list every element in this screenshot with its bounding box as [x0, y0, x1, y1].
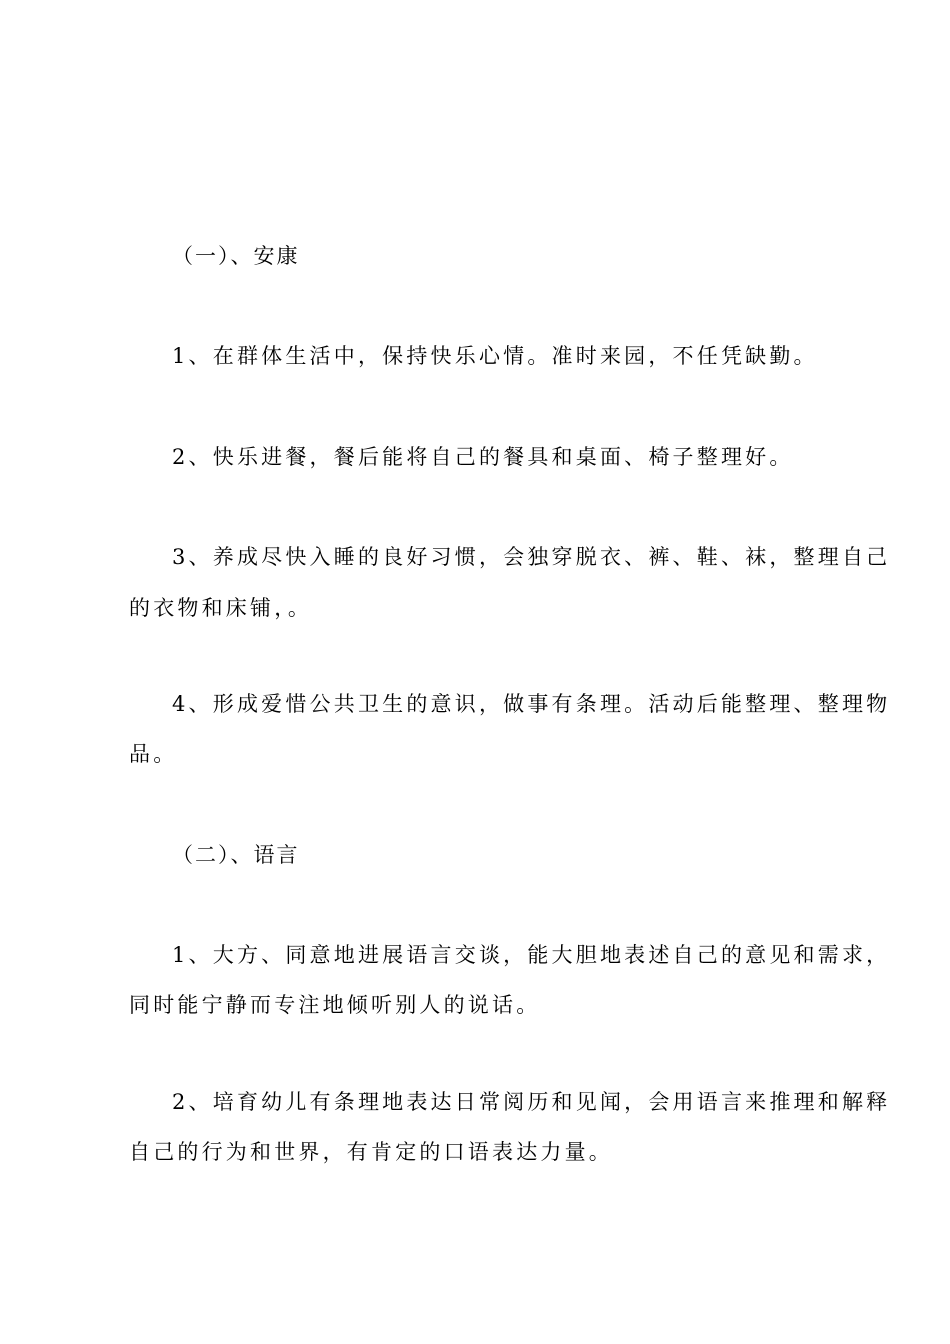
section-heading: （一）、安康: [172, 244, 300, 268]
section-heading: （二）、语言: [172, 843, 300, 867]
paragraph-line: 2、快乐进餐，餐后能将自己的餐具和桌面、椅子整理好。: [172, 445, 794, 469]
paragraph-line: 同时能宁静而专注地倾听别人的说话。: [129, 993, 541, 1017]
paragraph-line: 自己的行为和世界，有肯定的口语表达力量。: [129, 1140, 613, 1164]
paragraph-line: 3、养成尽快入睡的良好习惯，会独穿脱衣、裤、鞋、袜，整理自己: [172, 545, 891, 569]
paragraph-line: 2、培育幼儿有条理地表达日常阅历和见闻，会用语言来推理和解释: [172, 1090, 891, 1114]
paragraph-line: 1、大方、同意地进展语言交谈，能大胆地表述自己的意见和需求，: [172, 943, 891, 967]
paragraph-line: 1、在群体生活中，保持快乐心情。准时来园，不任凭缺勤。: [172, 344, 818, 368]
paragraph-line: 4、形成爱惜公共卫生的意识，做事有条理。活动后能整理、整理物: [172, 692, 891, 716]
paragraph-line: 的衣物和床铺，。: [129, 596, 313, 620]
paragraph-line: 品。: [129, 742, 178, 766]
